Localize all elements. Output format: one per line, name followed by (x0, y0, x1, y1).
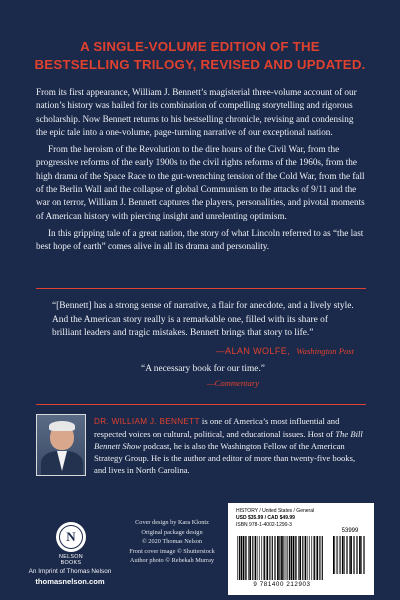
barcode-bar (245, 536, 246, 580)
publisher-website: thomasnelson.com (35, 577, 105, 586)
barcode-bar (319, 536, 320, 580)
barcode-number: 9 781400 212903 (253, 581, 311, 588)
barcode-bar (354, 536, 355, 574)
barcode-bar (277, 536, 279, 580)
barcode-bar (293, 536, 294, 580)
credit-front-image: Front cover image © Shutterstock (129, 547, 215, 555)
barcode-bar (249, 536, 251, 580)
price-label: USD $35.99 / CAD $49.99 (236, 514, 295, 521)
author-photo (36, 414, 86, 476)
barcode-bar (272, 536, 273, 580)
barcode-bar (258, 536, 259, 580)
review-publication: Washington Post (296, 346, 354, 356)
barcode-bar (309, 536, 310, 580)
description-paragraph-2: From the heroism of the Revolution to the dire hours of the Civil War, from the progressive reforms of the early 1900s to the civil rights reforms of the 1960s, from the high drama of the Space Race to the gut-wrenching tension of the Cold War, from the fall of the Berlin Wall and the collapse of global Communism to the attacks of 9/11 and the war on terror, William J. Bennett captures the players, personalities, and pivotal moments of American history with piercing insight and unrelenting optimism. (36, 144, 365, 221)
barcode-bar (286, 536, 287, 580)
barcode-bar (283, 536, 284, 580)
barcode-bar (275, 536, 276, 580)
barcode-bar (337, 536, 338, 574)
ean-barcode (236, 536, 326, 580)
cover-credits (124, 518, 220, 566)
book-description (36, 86, 366, 258)
barcode-bar (295, 536, 296, 580)
isbn-barcode-box (228, 503, 374, 595)
barcode-bar (340, 536, 341, 574)
bio-text-a: is one of America’s most influential and respected voices on cultural, political, and educational issues. Host of (94, 416, 340, 439)
barcode-bar (314, 536, 315, 580)
barcode-bar (281, 536, 283, 580)
headline-line-1: A SINGLE-VOLUME EDITION OF THE (80, 39, 320, 54)
barcode-bar (311, 536, 312, 580)
barcode-bar (287, 536, 288, 580)
headline (20, 38, 380, 74)
barcode-bar (285, 536, 286, 580)
barcode-bar (349, 536, 350, 574)
credit-package-design: Original package design (141, 528, 203, 536)
barcode-bar (363, 536, 364, 574)
barcode-bar (346, 536, 347, 574)
barcode-bar (248, 536, 249, 580)
headline-line-2: BESTSELLING TRILOGY, REVISED AND UPDATED. (34, 57, 366, 72)
barcode-bar (356, 536, 357, 574)
barcode-bar (259, 536, 260, 580)
review-attribution-wolfe (52, 346, 354, 356)
barcode-bar (336, 536, 337, 574)
barcode-bar (322, 536, 323, 580)
barcode-bar (246, 536, 247, 580)
barcode-bar (237, 536, 238, 580)
barcode-bar (316, 536, 318, 580)
barcode-bar (342, 536, 344, 574)
barcode-bar (302, 536, 303, 580)
price-addon-barcode (332, 536, 368, 574)
barcode-bar (264, 536, 265, 580)
barcode-bar (261, 536, 262, 580)
barcode-bar (255, 536, 257, 580)
barcode-bar (308, 536, 309, 580)
barcode-bar (289, 536, 290, 580)
barcode-bar (266, 536, 268, 580)
barcode-bar (357, 536, 358, 574)
barcode-bar (291, 536, 293, 580)
barcode-bar (361, 536, 362, 574)
credit-author-photo: Author photo © Rebekah Murray (129, 557, 215, 565)
barcode-bar (364, 536, 365, 574)
barcode-bar (359, 536, 361, 574)
divider-bottom (36, 404, 366, 405)
barcode-bar (239, 536, 240, 580)
barcode-bar (305, 536, 307, 580)
logo-caption (50, 554, 92, 566)
credit-cover-design: Cover design by Kara Klontz (135, 519, 209, 526)
barcode-bar (344, 536, 345, 574)
credit-copyright: © 2020 Thomas Nelson (141, 538, 203, 546)
description-paragraph-3: In this gripping tale of a great nation, the story of what Lincoln referred to as “the last best hope of earth” comes alive in all its drama and personality. (36, 227, 364, 252)
divider-top (36, 288, 366, 289)
review-attribution-commentary: —Commentary (206, 378, 260, 388)
barcode-bar (339, 536, 340, 574)
review-quote-commentary: “A necessary book for our time.” (141, 364, 265, 374)
barcode-bar (274, 536, 275, 580)
barcode-bar (353, 536, 354, 574)
nelson-books-logo (56, 522, 86, 552)
barcode-bar (347, 536, 348, 574)
bio-text-b: podcast, he is also the Washington Fellow of the American Strategy Group. He is the author and editor of more than twenty-five books, and lives in North Carolina. (94, 441, 356, 475)
review-quote-wolfe: “[Bennett] has a strong sense of narrative, a flair for anecdote, and a lively style. And the American story really is a remarkable one, filled with its share of brilliant leaders and tragic mistakes. Bennett brings that story to life.” (52, 301, 354, 339)
barcode-metadata (236, 508, 314, 528)
bisac-category: HISTORY / United States / General (236, 508, 315, 514)
author-name: DR. WILLIAM J. BENNETT (94, 417, 200, 426)
barcode-bar (269, 536, 270, 580)
imprint-line: An Imprint of Thomas Nelson (28, 568, 112, 575)
barcode-bar (263, 536, 264, 580)
podcast-title: The Bill Bennett Show (94, 429, 363, 451)
barcode-bar (243, 536, 244, 580)
logo-caption-line-2: BOOKS (60, 560, 82, 566)
barcode-bar (241, 536, 243, 580)
logo-caption-line-1: NELSON (59, 554, 83, 560)
barcode-bar (296, 536, 297, 580)
barcode-bar (350, 536, 352, 574)
barcode-bar (299, 536, 301, 580)
author-bio (94, 415, 366, 476)
logo-letter: N (59, 525, 83, 549)
reviewer-name: —ALAN WOLFE, (215, 346, 291, 356)
barcode-bar (279, 536, 280, 580)
barcode-bar (252, 536, 253, 580)
price-addon-number: 53999 (341, 528, 359, 534)
description-paragraph-1: From its first appearance, William J. Bennett’s magisterial three-volume account of our nation’s history was hailed for its combination of compelling storytelling and rigorous scholarship. Now Bennett returns to his bestselling chronicle, revising and condensing the epic tale into a one-volume, page-turning narrative of our exceptional nation. (36, 87, 357, 137)
barcode-bar (333, 536, 335, 574)
isbn-label: ISBN 978-1-4002-1290-3 (236, 521, 292, 528)
barcode-bar (313, 536, 314, 580)
barcode-bar (298, 536, 299, 580)
